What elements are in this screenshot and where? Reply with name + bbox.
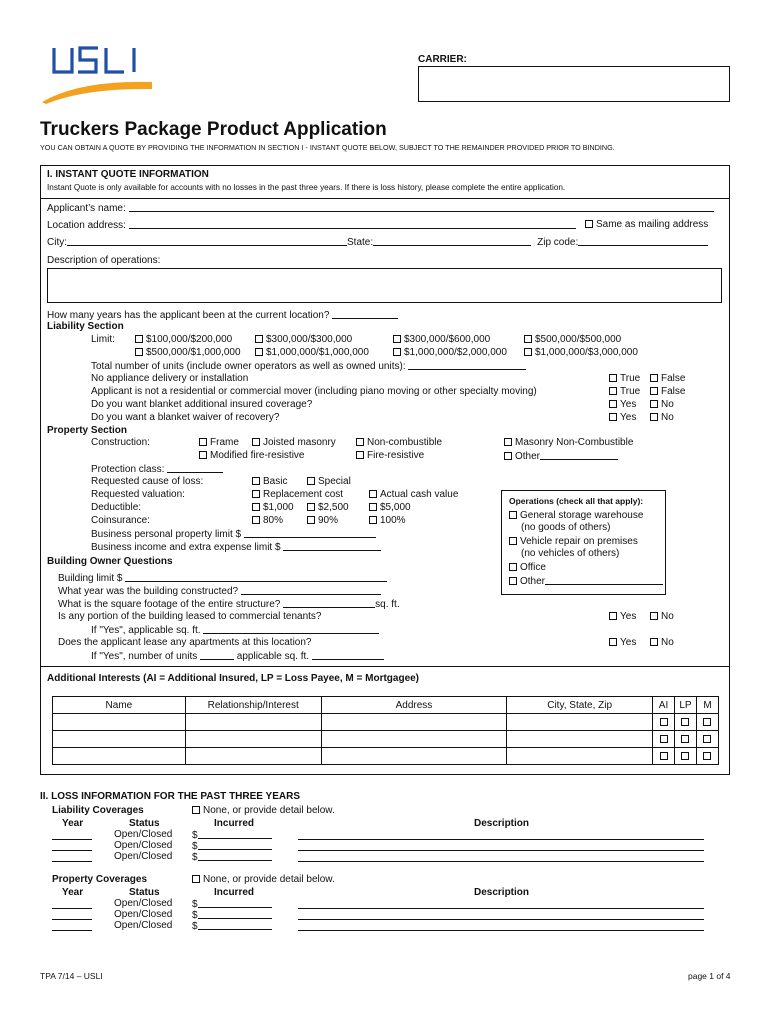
page-number: page 1 of 4 [688, 971, 731, 981]
false-option[interactable]: False [650, 386, 685, 397]
col-m: M [696, 697, 718, 714]
section2-heading: II. LOSS INFORMATION FOR THE PAST THREE YEARS [40, 791, 301, 802]
property-none-option[interactable]: None, or provide detail below. [192, 874, 335, 885]
col-relationship: Relationship/Interest [185, 697, 321, 714]
col-incurred: Incurred [214, 887, 255, 898]
limit-label: Limit: [91, 334, 115, 345]
page-subtitle: YOU CAN OBTAIN A QUOTE BY PROVIDING THE INFORMATION IN SECTION I - INSTANT QUOTE BELOW, SUBJECT TO THE REMAINDER PROVIDED PRIOR TO BINDING. [40, 143, 615, 152]
additional-interests-table [52, 696, 719, 765]
incurred-field[interactable]: $ [192, 840, 272, 852]
carrier-field[interactable] [418, 66, 730, 102]
description-label: Description of operations: [47, 255, 161, 266]
col-address: Address [321, 697, 507, 714]
no-option[interactable]: No [650, 412, 674, 423]
q-waiver: Do you want a blanket waiver of recovery? [91, 412, 280, 423]
operations-option[interactable]: Other [509, 575, 663, 587]
construction-option[interactable]: Fire-resistive [356, 450, 424, 461]
applicant-name-label: Applicant’s name: [47, 203, 126, 214]
status-text: Open/Closed [114, 840, 173, 851]
years-label: How many years has the applicant been at the current location? [47, 310, 330, 321]
col-year: Year [62, 818, 84, 829]
yes-option[interactable]: Yes [609, 611, 636, 622]
liability-none-option[interactable]: None, or provide detail below. [192, 805, 335, 816]
construction-option[interactable]: Other [504, 450, 618, 462]
city-label: City: [47, 237, 67, 248]
apartments-question: Does the applicant lease any apartments at this location? [58, 637, 312, 648]
property-heading: Property Section [47, 425, 128, 436]
loss-row[interactable] [52, 921, 92, 933]
col-name: Name [53, 697, 186, 714]
location-row[interactable] [47, 219, 576, 231]
years-row[interactable] [47, 309, 398, 321]
col-lp: LP [675, 697, 697, 714]
description-field[interactable] [298, 921, 704, 933]
status-text: Open/Closed [114, 851, 173, 862]
zip-field[interactable] [578, 236, 708, 246]
table-header-row [53, 697, 719, 714]
usli-logo [40, 42, 155, 104]
cause-option[interactable]: Basic [252, 476, 287, 487]
construction-option[interactable]: Joisted masonry [252, 437, 336, 448]
description-field[interactable] [47, 268, 722, 303]
leased-question: Is any portion of the building leased to commercial tenants? [58, 611, 322, 622]
state-field[interactable] [373, 236, 531, 246]
deductible-label: Deductible: [91, 502, 142, 513]
bi-limit-row[interactable]: Business income and extra expense limit $ [91, 541, 381, 553]
construction-option[interactable]: Frame [199, 437, 239, 448]
leased-sqft-row[interactable]: If "Yes", applicable sq. ft. [91, 624, 379, 636]
true-option[interactable]: True [609, 386, 640, 397]
no-option[interactable]: No [650, 399, 674, 410]
valuation-option[interactable]: Replacement cost [252, 489, 343, 500]
incurred-field[interactable]: $ [192, 898, 272, 910]
limit-option[interactable]: $1,000,000/$3,000,000 [524, 347, 638, 358]
valuation-option[interactable]: Actual cash value [369, 489, 458, 500]
yes-option[interactable]: Yes [609, 412, 636, 423]
yes-option[interactable]: Yes [609, 637, 636, 648]
operations-note: (no goods of others) [521, 522, 611, 533]
incurred-field[interactable]: $ [192, 851, 272, 863]
building-year-row[interactable]: What year was the building constructed? [58, 585, 381, 597]
applicant-name-row[interactable] [47, 202, 714, 214]
location-label: Location address: [47, 220, 126, 231]
no-option[interactable]: No [650, 637, 674, 648]
limit-option[interactable]: $500,000/$1,000,000 [135, 347, 241, 358]
q-blanket-ai: Do you want blanket additional insured coverage? [91, 399, 313, 410]
carrier-label: CARRIER: [418, 54, 467, 65]
yes-option[interactable]: Yes [609, 399, 636, 410]
construction-option[interactable]: Non-combustible [356, 437, 442, 448]
q-appliance: No appliance delivery or installation [91, 373, 249, 384]
footer-form-id: TPA 7/14 – USLI [40, 971, 103, 981]
col-status: Status [129, 887, 160, 898]
applicant-name-field[interactable] [129, 202, 714, 212]
state-label: State: [347, 237, 374, 248]
years-field[interactable] [332, 309, 398, 319]
incurred-field[interactable]: $ [192, 920, 272, 932]
true-option[interactable]: True [609, 373, 640, 384]
operations-option[interactable]: Vehicle repair on premises [509, 536, 638, 547]
divider [40, 666, 730, 667]
units-field[interactable] [408, 360, 526, 370]
col-year: Year [62, 887, 84, 898]
coinsurance-option[interactable]: 100% [369, 515, 406, 526]
coinsurance-option[interactable]: 80% [252, 515, 283, 526]
deductible-option[interactable]: $5,000 [369, 502, 411, 513]
bpp-limit-row[interactable]: Business personal property limit $ [91, 528, 376, 540]
operations-note: (no vehicles of others) [521, 548, 620, 559]
property-coverages-heading: Property Coverages [52, 874, 148, 885]
deductible-option[interactable]: $1,000 [252, 502, 294, 513]
status-text: Open/Closed [114, 909, 173, 920]
construction-label: Construction: [91, 437, 150, 448]
no-option[interactable]: No [650, 611, 674, 622]
status-text: Open/Closed [114, 920, 173, 931]
col-status: Status [129, 818, 160, 829]
incurred-field[interactable]: $ [192, 909, 272, 921]
location-field[interactable] [129, 219, 576, 229]
cause-of-loss-label: Requested cause of loss: [91, 476, 204, 487]
coinsurance-label: Coinsurance: [91, 515, 150, 526]
incurred-field[interactable]: $ [192, 829, 272, 841]
col-incurred: Incurred [214, 818, 255, 829]
description-field[interactable] [298, 852, 704, 864]
operations-heading: Operations (check all that apply): [509, 496, 644, 506]
operations-option[interactable]: Office [509, 562, 546, 573]
limit-option[interactable]: $500,000/$500,000 [524, 334, 621, 345]
construction-option[interactable]: Modified fire-resistive [199, 450, 304, 461]
col-description: Description [474, 887, 530, 898]
additional-interests-heading: Additional Interests (AI = Additional Insured, LP = Loss Payee, M = Mortgagee) [47, 673, 420, 684]
units-row[interactable] [91, 360, 526, 372]
loss-row[interactable] [52, 852, 92, 864]
apartments-units-row[interactable]: If "Yes", number of units applicable sq. ft. [91, 650, 384, 662]
table-row[interactable] [53, 748, 719, 765]
valuation-label: Requested valuation: [91, 489, 185, 500]
col-description: Description [474, 818, 530, 829]
coinsurance-option[interactable]: 90% [307, 515, 338, 526]
q-mover: Applicant is not a residential or commercial mover (including piano moving or other specialty moving) [91, 386, 537, 397]
table-row[interactable] [53, 731, 719, 748]
protection-class-row[interactable]: Protection class: [91, 463, 223, 475]
limit-option[interactable]: $1,000,000/$2,000,000 [393, 347, 507, 358]
limit-option[interactable]: $100,000/$200,000 [135, 334, 232, 345]
svg-text:USLI: USLI [40, 42, 43, 43]
liability-heading: Liability Section [47, 321, 124, 332]
limit-option[interactable]: $300,000/$600,000 [393, 334, 490, 345]
same-as-mailing-label: Same as mailing address [596, 219, 709, 230]
building-sqft-row[interactable]: What is the square footage of the entire structure? sq. ft. [58, 599, 400, 610]
zip-label: Zip code: [537, 237, 579, 248]
table-row[interactable] [53, 714, 719, 731]
same-as-mailing[interactable] [585, 219, 708, 230]
operations-option[interactable]: General storage warehouse [509, 510, 643, 521]
construction-option[interactable]: Masonry Non-Combustible [504, 437, 633, 448]
status-text: Open/Closed [114, 898, 173, 909]
page-title: Truckers Package Product Application [40, 119, 387, 140]
building-limit-row[interactable]: Building limit $ [58, 572, 387, 584]
section1-note: Instant Quote is only available for accounts with no losses in the past three years. If there is loss history, please complete the entire application. [47, 183, 566, 192]
limit-option[interactable]: $1,000,000/$1,000,000 [255, 347, 369, 358]
limit-option[interactable]: $300,000/$300,000 [255, 334, 352, 345]
city-row[interactable] [47, 236, 708, 248]
col-city: City, State, Zip [507, 697, 653, 714]
deductible-option[interactable]: $2,500 [307, 502, 349, 513]
cause-option[interactable]: Special [307, 476, 351, 487]
checkbox[interactable] [585, 220, 593, 228]
liability-coverages-heading: Liability Coverages [52, 805, 144, 816]
building-heading: Building Owner Questions [47, 556, 173, 567]
status-text: Open/Closed [114, 829, 173, 840]
units-label: Total number of units (include owner operators as well as owned units): [91, 361, 406, 372]
col-ai: AI [653, 697, 675, 714]
city-field[interactable] [67, 236, 347, 246]
false-option[interactable]: False [650, 373, 685, 384]
section1-heading: I. INSTANT QUOTE INFORMATION [47, 169, 209, 180]
